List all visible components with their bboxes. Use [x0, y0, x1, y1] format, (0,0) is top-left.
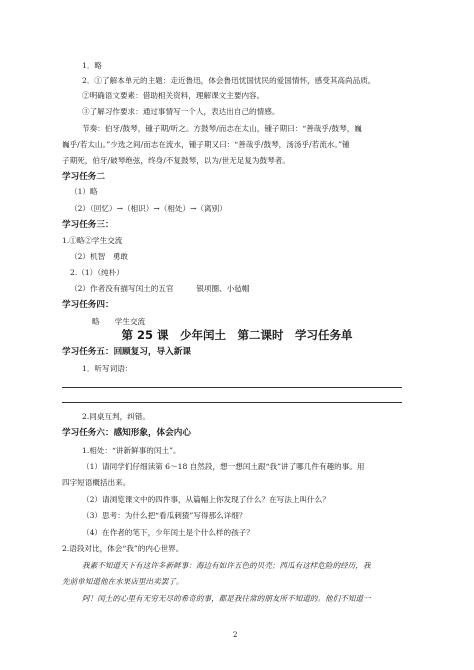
- task4-line-1: 略 学生交流: [92, 317, 146, 326]
- task2-line-2: （2）（回忆）→（相识）→（相处）→（离别）: [70, 204, 227, 213]
- heading-task-2: 学习任务二: [62, 172, 105, 182]
- answer-line-3: ②明确语文要素：借助相关资料，理解课文主要内容。: [82, 91, 265, 100]
- writing-line-2: [62, 402, 402, 403]
- task3-line-1: 1.①略②学生交流: [62, 236, 123, 245]
- task3-line-3: 2.（1）（纯朴）: [70, 268, 124, 277]
- answer-line-2: 2．①了解本单元的主题：走近鲁迅，体会鲁迅忧国忧民的爱国情怀，感受其高尚品质。: [82, 76, 376, 85]
- answer-line-4: ③了解习作要求：通过事情写一个人，表达出自己的情感。: [82, 107, 280, 116]
- quote-line-1: 我素不知道天下有这许多新鲜事：海边有如许五色的贝壳；西瓜有这样危险的经历，我: [82, 561, 371, 570]
- answer-line-1: 1．略: [82, 61, 103, 70]
- quote-line-3: 阿！闰土的心里有无穷无尽的希奇的事，都是我往常的朋友所不知道的。他们不知道一: [82, 594, 371, 603]
- rhythm-line-2: 巍乎/若太山。”少选之间/而志在流水，锺子期又曰：“善哉乎/鼓琴，汤汤乎/若流水。”锺: [62, 140, 350, 149]
- heading-task-6: 学习任务六：感知形象，体会内心: [62, 428, 191, 438]
- task3-line-4: （2）作者没有描写闰土的五官 银项圈、小毡帽: [70, 284, 250, 293]
- task5-line-2: 2.同桌互判，纠错。: [82, 412, 150, 421]
- rhythm-line-1: 节奏：伯牙/鼓琴，锺子期/听之。方鼓琴/而志在太山，锺子期曰：“善哉乎/鼓琴，巍: [82, 124, 362, 133]
- heading-task-5: 学习任务五：回顾复习，导入新课: [62, 347, 191, 357]
- task6-line-7: 2.语段对比，体会“我”的内心世界。: [62, 544, 184, 553]
- task6-line-2: （1）请同学们仔细读第 6～18 自然段，想一想闰土跟“我”讲了哪几件有趣的事。用: [82, 462, 365, 471]
- task5-line-1: 1．听写词语：: [82, 364, 133, 373]
- writing-line-1: [62, 387, 402, 388]
- heading-task-4: 学习任务四：: [62, 300, 114, 310]
- task6-line-3: 四字短语概括出来。: [62, 478, 131, 487]
- task3-line-2: （2）机智 勇敢: [70, 252, 128, 261]
- heading-task-3: 学习任务三：: [62, 220, 114, 230]
- lesson-title: 第 25 课 少年闰土 第二课时 学习任务单: [121, 328, 353, 342]
- rhythm-line-3: 子期死，伯牙/破琴绝弦，终身/不复鼓琴，以为/世无足复为鼓琴者。: [62, 156, 290, 165]
- page-number: 2: [233, 631, 238, 639]
- task6-line-1: 1.相处：“讲新鲜事的闰土”。: [82, 446, 181, 455]
- task2-line-1: （1）略: [70, 187, 98, 196]
- task6-line-6: （4）在作者的笔下，少年闰土是个什么样的孩子？: [82, 528, 254, 537]
- quote-line-2: 先前单知道他在水果店里出卖罢了。: [62, 577, 184, 586]
- task6-line-5: （3）思考：为什么把“看瓜刺猹”写得那么详细？: [82, 511, 247, 520]
- task6-line-4: （2）请浏览课文中的四件事，从篇幅上你发现了什么？在写法上叫什么？: [82, 495, 330, 504]
